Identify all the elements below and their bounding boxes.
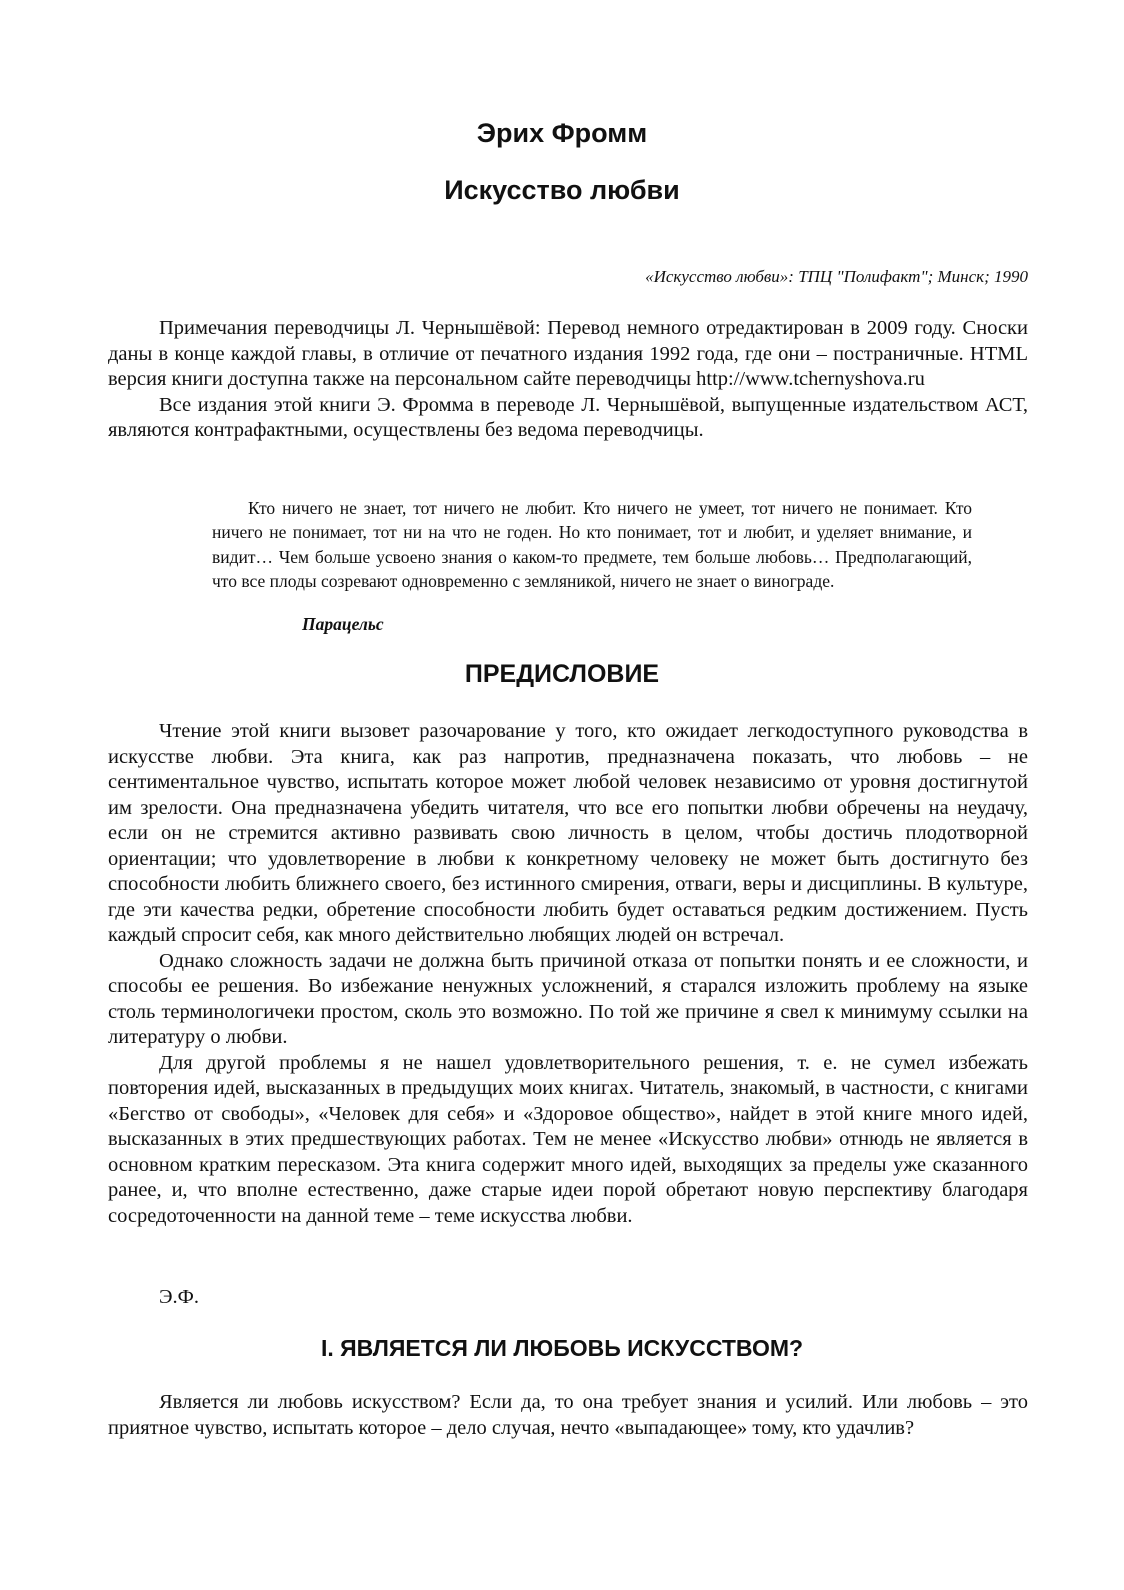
preface-paragraph: Для другой проблемы я не нашел удовлетворительного решения, т. е. не сумел избежать повторения идей, высказанных в предыдущих моих книгах. Читатель, знакомый, в частности, с книгами «Бегство от свободы», «Человек для себя» и «Здоровое общество», найдет в этой книге много идей, высказанных в этих предшествующих работах. Тем не менее «Искусство любви» отнюдь не является в основном кратким пересказом. Эта книга содержит много идей, выходящих за пределы уже сказанного ранее, и, что вполне естественно, даже старые идеи порой обретают новую перспективу благодаря сосредоточенности на данной теме – теме искусства любви. <box>108 1051 1028 1227</box>
book-author: Эрих Фромм <box>476 118 648 148</box>
preface-paragraph: Однако сложность задачи не должна быть причиной отказа от попытки понять и ее сложности, и способы ее решения. Во избежание ненужных усложнений, я старался изложить проблему на языке столь терминологичеки простом, сколь это возможно. По той же причине я свел к минимуму ссылки на литературу о любви. <box>108 949 1028 1048</box>
chapter-heading: I. ЯВЛЯЕТСЯ ЛИ ЛЮБОВЬ ИСКУССТВОМ? <box>320 1335 804 1361</box>
preface-paragraph: Чтение этой книги вызовет разочарование у того, кто ожидает легкодоступного руководства в искусстве любви. Эта книга, как раз напротив, предназначена показать, что любовь – не сентиментальное чувство, испытать которое может любой человек независимо от уровня достигнутой им зрелости. Она предназначена убедить читателя, что все его попытки любви обречены на неудачу, если он не стремится активно развивать свою личность в целом, чтобы достичь плодотворной ориентации; что удовлетворение в любви к конкретному человеку не может быть достигнуто без способности любить ближнего своего, без истинного смирения, отваги, веры и дисциплины. В культуре, где эти качества редки, обретение способности любить будет оставаться редким достижением. Пусть каждый спросит себя, как много действительно любящих людей он встречал. <box>108 720 1028 946</box>
epigraph-text: Кто ничего не знает, тот ничего не любит. Кто ничего не умеет, тот ничего не понимает. Кто ничего не понимает, тот ни на что не годен. Но кто понимает, тот и любит, и уделяет внимание, и видит… Чем больше усвоено знания о каком-то предмете, тем больше любовь… Предполагающий, что все плоды созревают одновременно с земляникой, ничего не знает о винограде. <box>212 498 972 591</box>
preface-heading: ПРЕДИСЛОВИЕ <box>464 660 660 688</box>
book-title: Искусство любви <box>444 175 680 205</box>
epigraph <box>212 496 972 593</box>
translator-note-paragraph: Примечания переводчицы Л. Чернышёвой: Перевод немного отредактирован в 2009 году. Сноски даны в конце каждой главы, в отличие от печатного издания 1992 года, где они – постраничные. HTML версия книги доступна также на персональном сайте переводчицы http://www.tchernyshova.ru <box>108 317 1028 390</box>
translator-note-paragraph: Все издания этой книги Э. Фромма в переводе Л. Чернышёвой, выпущенные издательством АСТ, являются контрафактными, осуществлены без ведома переводчицы. <box>108 393 1028 441</box>
translator-notes <box>108 316 1028 444</box>
preface-body <box>108 719 1028 1229</box>
chapter-body <box>108 1390 1028 1441</box>
preface-signature: Э.Ф. <box>159 1286 199 1308</box>
chapter-paragraph: Является ли любовь искусством? Если да, то она требует знания и усилий. Или любовь – это приятное чувство, испытать которое – дело случая, нечто «выпадающее» тому, кто удачлив? <box>108 1391 1028 1439</box>
publication-info: «Искусство любви»: ТПЦ "Полифакт"; Минск; 1990 <box>645 267 1028 286</box>
epigraph-author: Парацельс <box>302 614 384 634</box>
